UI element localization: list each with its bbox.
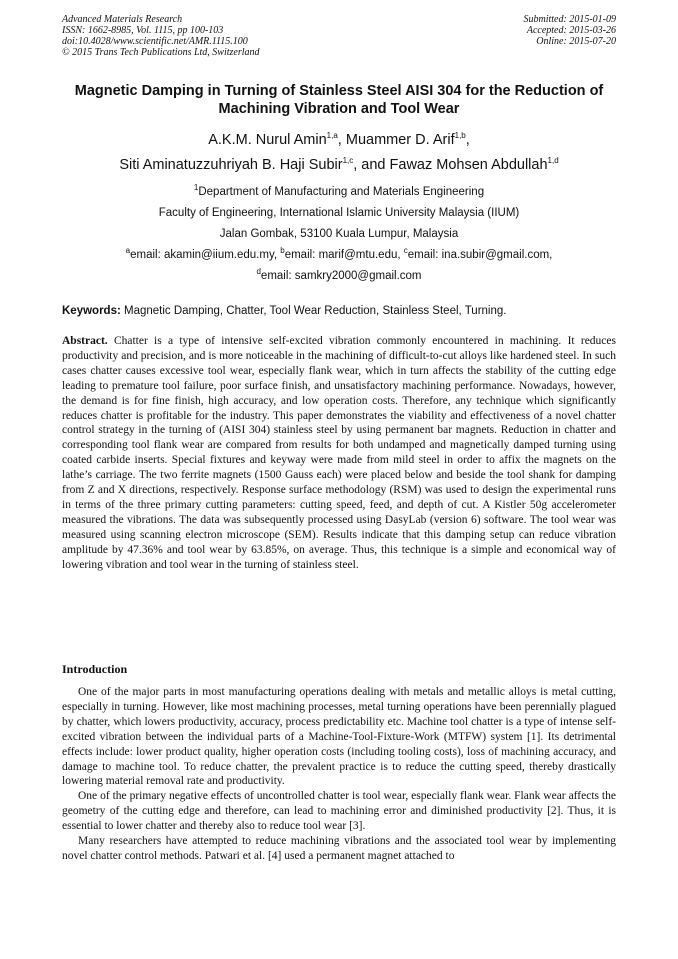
author-name: Fawaz Mohsen Abdullah (389, 157, 548, 173)
affiliation-superscript: 1 (193, 183, 199, 193)
affiliation-block (40, 182, 638, 287)
abstract (62, 334, 616, 573)
email-superscript: a (125, 246, 131, 256)
submitted-date: Submitted: 2015-01-09 (523, 14, 616, 25)
journal-copyright: © 2015 Trans Tech Publications Ltd, Switzerland (62, 47, 260, 58)
email-address: email: akamin@iium.edu.my, (130, 249, 281, 261)
affiliation-department: $^1$Department of Manufacturing and Materials Engineering (193, 183, 485, 198)
email-superscript: b (280, 246, 285, 256)
introduction-body (62, 685, 616, 864)
author-name: Muammer D. Arif (345, 132, 455, 148)
section-heading-introduction: Introduction (62, 662, 128, 676)
author-superscript: 1,c (342, 156, 354, 166)
email-superscript: d (256, 267, 261, 277)
email-line-1 (40, 245, 638, 266)
online-date: Online: 2015-07-20 (536, 36, 616, 47)
keywords-text: Magnetic Damping, Chatter, Tool Wear Reduction, Stainless Steel, Turning. (120, 305, 507, 317)
author-name: Siti Aminatuzzuhriyah B. Haji Subir (119, 157, 343, 173)
email-address: email: marif@mtu.edu, (284, 249, 404, 261)
accepted-date: Accepted: 2015-03-26 (526, 25, 616, 36)
paper-title: Magnetic Damping in Turning of Stainless Steel AISI 304 for the Reduction of Machining Vibration and Tool Wear (74, 83, 604, 117)
author-superscript: 1,d (547, 156, 559, 166)
author-name: A.K.M. Nurul Amin (208, 132, 327, 148)
email-superscript: c (403, 246, 408, 256)
email-address: email: ina.subir@gmail.com, (407, 249, 553, 261)
paragraph: One of the major parts in most manufacturing operations dealing with metals and metallic alloys is metal cutting, especially in turning. However, like most machining processes, metal turning operations have been perennially plagued by chatter, which lowers productivity, accuracy, process predictability etc. Machine tool chatter is a type of intense self-excited vibration between the individual parts of a Machine-Tool-Fixture-Work (MTFW) system [1]. Its detrimental effects include: lower product quality, higher operation costs (including tooling costs), loss of machining accuracy, and damage to machine tool. To reduce chatter, the prevalent practice is to reduce the cutting speed, thereby drastically lowering material removal rate and productivity. (62, 686, 616, 788)
author-list (40, 128, 638, 178)
paragraph: One of the primary negative effects of uncontrolled chatter is tool wear, especially flank wear. Flank wear affects the geometry of the cutting edge and therefore, can lead to machining error and diminished productivity [2]. Thus, it is essential to lower chatter and thereby also to reduce tool wear [3]. (62, 790, 616, 833)
affiliation-address: Jalan Gombak, 53100 Kuala Lumpur, Malaysia (219, 228, 459, 240)
author-superscript: 1,a (326, 131, 338, 141)
author-line-2 (40, 153, 638, 178)
author-line-1 (40, 128, 638, 153)
keywords-label: Keywords: (62, 305, 121, 317)
journal-issn: ISSN: 1662-8985, Vol. 1115, pp 100-103 (62, 25, 224, 36)
author-separator: , (337, 132, 346, 148)
email-address: email: samkry2000@gmail.com (260, 270, 422, 282)
submission-dates (524, 14, 617, 47)
abstract-label: Abstract. (62, 335, 108, 347)
journal-doi: doi:10.4028/www.scientific.net/AMR.1115.100 (62, 36, 248, 47)
affiliation-faculty: Faculty of Engineering, International Islamic University Malaysia (IIUM) (158, 207, 520, 219)
journal-info (62, 14, 260, 58)
journal-name: Advanced Materials Research (62, 14, 183, 25)
author-separator: , (465, 132, 470, 148)
email-line-2 (40, 266, 638, 287)
paragraph: Many researchers have attempted to reduce machining vibrations and the associated tool wear by implementing novel chatter control methods. Patwari et al. [4] used a permanent magnet attached to (62, 835, 616, 862)
author-separator: , and (353, 157, 390, 173)
keywords (62, 304, 616, 319)
abstract-text: Chatter is a type of intensive self-excited vibration commonly encountered in machining. It reduces productivity and precision, and is more noticeable in the machining of difficult-to-cut alloys like hardened steel. In such cases chatter causes excessive tool wear, especially flank wear, which in turn affects the stability of the cutting edge leading to premature tool failure, poor surface finish, and unsatisfactory machining performance. Nowadays, however, the demand is for fine finish, high accuracy, and low operation costs. Therefore, any technique which significantly reduces chatter is profitable for the industry. This paper demonstrates the viability and effectiveness of a novel chatter control strategy in the turning of (AISI 304) stainless steel by using permanent bar magnets. Reduction in chatter and corresponding tool flank wear are compared from results for both undamped and magnetically damped turning using coated carbide inserts. Special fixtures and keyway were made from mild steel in order to affix the magnets on the lathe’s carriage. The two ferrite magnets (1500 Gauss each) were placed below and beside the tool shank for damping from Z and X directions, respectively. Response surface methodology (RSM) was used to design the experimental runs in terms of the three primary cutting parameters: cutting speed, feed, and depth of cut. A Kistler 50g accelerometer measured the vibrations. The data was subsequently processed using DasyLab (version 6) software. The tool wear was measured using scanning electron microscope (SEM). Results indicate that this damping setup can reduce vibration amplitude by 47.36% and tool wear by 63.85%, on average. Thus, this technique is a simple and economical way of lowering vibration and tool wear in the turning of stainless steel. (62, 335, 616, 571)
author-superscript: 1,b (454, 131, 466, 141)
